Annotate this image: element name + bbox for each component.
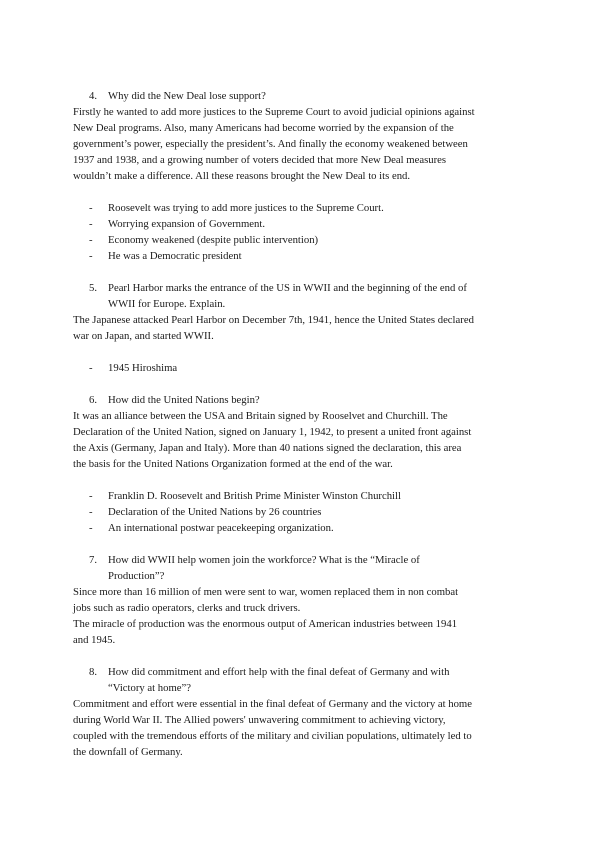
bullet-text: Franklin D. Roosevelt and British Prime Minister Winston Churchill — [108, 490, 401, 502]
bullet-marker: - — [89, 506, 93, 518]
q8-question-line-1: How did commitment and effort help with the final defeat of Germany and with — [108, 666, 450, 678]
bullet-text: 1945 Hiroshima — [108, 362, 178, 374]
bullet-text: Worrying expansion of Government. — [108, 218, 266, 230]
bullet-text: Economy weakened (despite public intervention) — [108, 234, 319, 246]
q6-answer-text: It was an alliance between the USA and Britain signed by Rooselvet and Churchill. The — [73, 410, 448, 422]
q6-answer-text: the basis for the United Nations Organization formed at the end of the war. — [73, 458, 393, 470]
bullet-text: An international postwar peacekeeping organization. — [108, 522, 334, 534]
q4-answer-text: 1937 and 1938, and a growing number of voters decided that more New Deal measures — [73, 154, 447, 166]
q5-answer-text: The Japanese attacked Pearl Harbor on December 7th, 1941, hence the United States declared — [73, 314, 474, 326]
q5-answer-text: war on Japan, and started WWII. — [73, 330, 214, 342]
q5-number: 5. — [89, 282, 98, 294]
q6-question-line-1: How did the United Nations begin? — [108, 394, 260, 406]
bullet-marker: - — [89, 202, 93, 214]
bullet-marker: - — [89, 234, 93, 246]
q8-answer-text: coupled with the tremendous efforts of the military and civilian populations, ultimately led to — [73, 730, 472, 742]
q4-answer-text: New Deal programs. Also, many Americans had become worried by the expansion of the — [73, 122, 454, 134]
bullet-marker: - — [89, 218, 93, 230]
q6-answer-text: the Axis (Germany, Japan and Italy). More than 40 nations signed the declaration, this area — [73, 442, 462, 454]
q7-question-line-1: How did WWII help women join the workforce? What is the “Miracle of — [108, 554, 420, 566]
q7-answer-text: The miracle of production was the enormous output of American industries between 1941 — [73, 618, 458, 630]
bullet-text: Roosevelt was trying to add more justices to the Supreme Court. — [108, 202, 384, 214]
q8-answer-text: the downfall of Germany. — [73, 746, 183, 758]
q4-answer-text: wouldn’t make a difference. All these reasons brought the New Deal to its end. — [73, 170, 411, 182]
q4-answer-text: Firstly he wanted to add more justices to the Supreme Court to avoid judicial opinions against — [73, 106, 475, 118]
q7-answer-text: jobs such as radio operators, clerks and truck drivers. — [73, 602, 301, 614]
q7-answer-text: and 1945. — [73, 634, 116, 646]
q8-question-line-2: “Victory at home”? — [108, 682, 192, 694]
q6-answer-text: Declaration of the United Nation, signed on January 1, 1942, to present a united front against — [73, 426, 472, 438]
q6-number: 6. — [89, 394, 98, 406]
q8-number: 8. — [89, 666, 98, 678]
bullet-marker: - — [89, 490, 93, 502]
bullet-text: He was a Democratic president — [108, 250, 242, 262]
bullet-marker: - — [89, 250, 93, 262]
q4-answer-text: government’s power, especially the president’s. And finally the economy weakened between — [73, 138, 468, 150]
q5-question-line-1: Pearl Harbor marks the entrance of the US in WWII and the beginning of the end of — [108, 282, 467, 294]
q4-question-line-1: Why did the New Deal lose support? — [108, 90, 266, 102]
q7-number: 7. — [89, 554, 98, 566]
bullet-marker: - — [89, 522, 93, 534]
q8-answer-text: Commitment and effort were essential in the final defeat of Germany and the victory at home — [73, 698, 472, 710]
q7-answer-text: Since more than 16 million of men were sent to war, women replaced them in non combat — [73, 586, 459, 598]
bullet-marker: - — [89, 362, 93, 374]
q7-question-line-2: Production”? — [108, 570, 165, 582]
q5-question-line-2: WWII for Europe. Explain. — [108, 298, 226, 310]
bullet-text: Declaration of the United Nations by 26 countries — [108, 506, 322, 518]
q4-number: 4. — [89, 90, 98, 102]
q8-answer-text: during World War II. The Allied powers' unwavering commitment to achieving victory, — [73, 714, 446, 726]
